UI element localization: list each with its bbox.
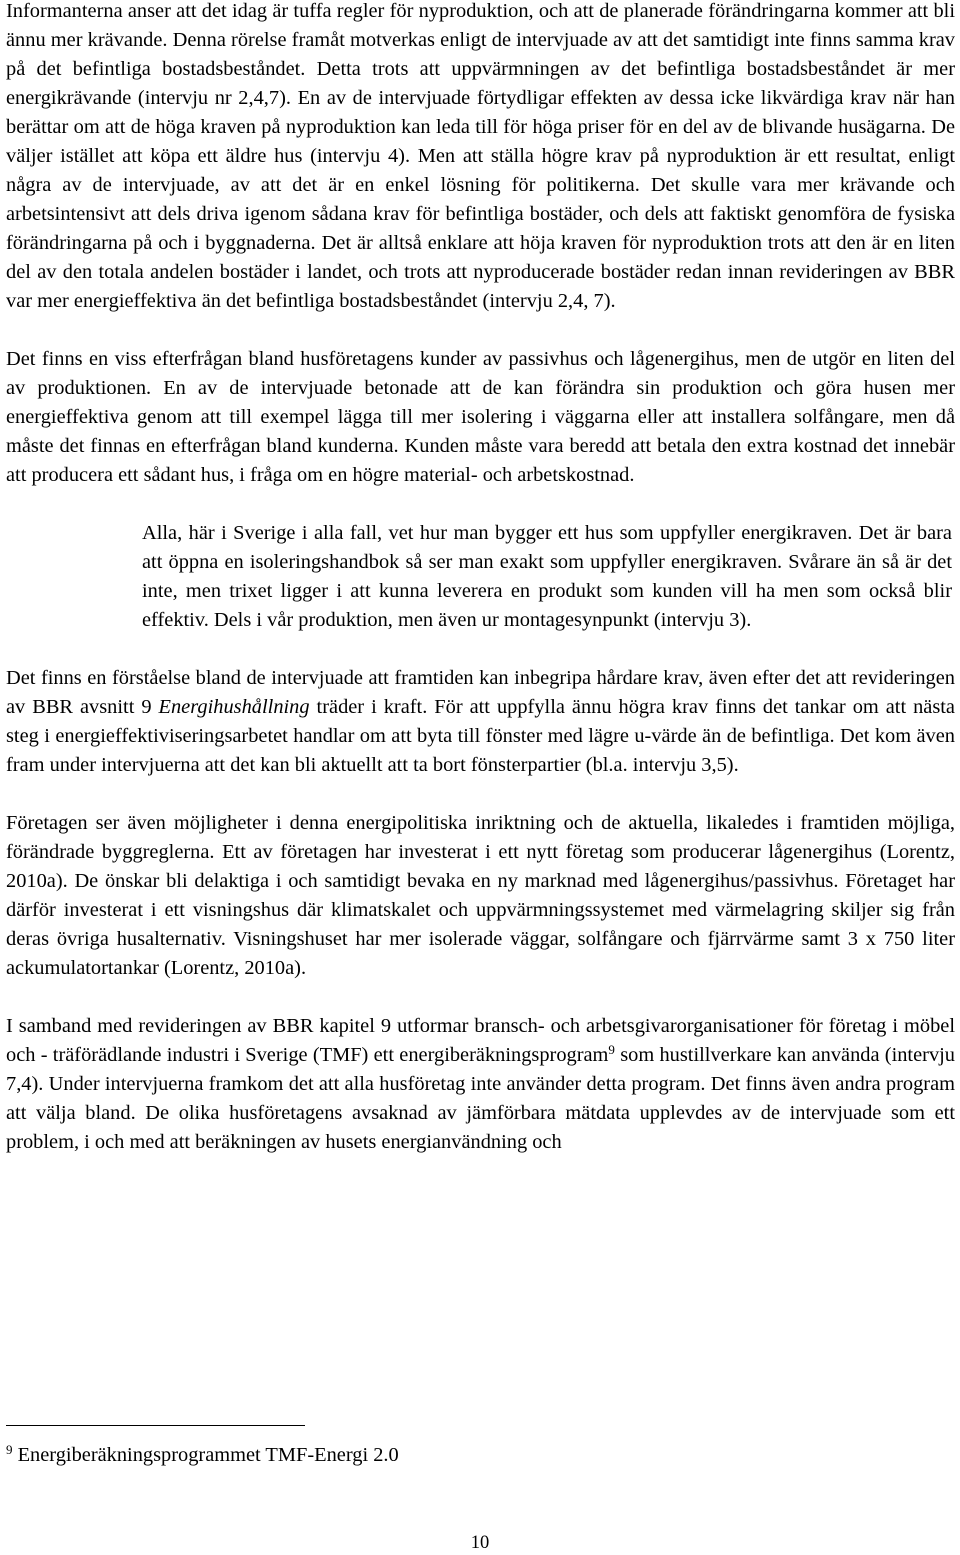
paragraph-future-requirements (6, 664, 955, 780)
paragraph-text: träder i kraft. För att uppfylla ännu högra krav finns det tankar om att nästa steg i energieffektiviseringsarbetet handlar om att byta till fönster med lägre u-värde än de befintliga. Det kom även fram under intervjuerna att det kan bli aktuellt att ta bort fönsterpartier (bl.a. intervju 3,5). (6, 696, 955, 776)
footnote-separator (6, 1425, 305, 1426)
page-number: 10 (470, 1533, 490, 1553)
italic-section-title: Energihushållning (158, 696, 310, 718)
paragraph-text: som hustillverkare kan använda (intervju 7,4). Under intervjuerna framkom det att alla husföretag inte använder detta program. Det finns även andra program att välja bland. De olika husföretagens avsaknad av jämförbara mätdata upplevdes av de intervjuade som ett problem, i och med att beräkningen av husets energianvändning och (6, 1044, 955, 1153)
paragraph-calculation-program (6, 1012, 955, 1157)
block-quote-interview-3: Alla, här i Sverige i alla fall, vet hur man bygger ett hus som uppfyller energikraven. Det är bara att öppna en isoleringshandbok så ser man exakt som uppfyller energikraven. Svårare än så är det inte, men trixet ligger i att kunna leverera en produkt som kunden vill ha men som också blir effektiv. Dels i vår produktion, men även ur montagesynpunkt (intervju 3). (142, 522, 952, 631)
footnote-reference: 9 (608, 1042, 615, 1057)
footnote-number: 9 (6, 1442, 13, 1457)
document-body (6, 0, 955, 1157)
footnote-text: Energiberäkningsprogrammet TMF-Energi 2.0 (12, 1444, 399, 1466)
paragraph-energy-requirements: Informanterna anser att det idag är tuffa regler för nyproduktion, och att de planerade förändringarna kommer att bli ännu mer krävande. Denna rörelse framåt motverkas enligt de intervjuade av att det samtidigt inte finns samma krav på det befintliga bostadsbeståndet. Detta trots att uppvärmningen av det befintliga bostadsbeståndet är mer energikrävande (intervju nr 2,4,7). En av de intervjuade förtydligar effekten av dessa icke likvärdiga krav när han berättar om att de höga kraven på nyproduktion kan leda till för höga priser för en del av de blivande husägarna. De väljer istället att köpa ett äldre hus (intervju 4). Men att ställa högre krav på nyproduktion är ett resultat, enligt några av de intervjuade, av att det är en enkel lösning för politikerna. Det skulle vara mer krävande och arbetsintensivt att dels driva igenom sådana krav för befintliga bostäder, och dels att faktiskt genomföra de fysiska förändringarna på och i byggnaderna. Det är alltså enklare att höja kraven för nyproduktion trots att den är en liten del av den totala andelen bostäder i landet, och trots att nyproducerade bostäder redan innan revideringen av BBR var mer energieffektiva än det befintliga bostadsbeståndet (intervju 2,4, 7). (6, 0, 955, 312)
footnote (6, 1441, 399, 1470)
paragraph-text: Det finns en förståelse bland de intervjuade att framtiden kan inbegripa hårdare krav, även efter det att revideringen av BBR avsnitt 9 (6, 667, 955, 718)
paragraph-customer-demand: Det finns en viss efterfrågan bland husföretagens kunder av passivhus och lågenergihus, men de utgör en liten del av produktionen. En av de intervjuade betonade att de kan förändra sin produktion och göra husen mer energieffektiva genom att till exempel lägga till mer isolering i väggarna eller att installera solfångare, men då måste det finnas en efterfrågan bland kunderna. Kunden måste vara beredd att betala den extra kostnad det innebär att producera ett sådant hus, i fråga om en högre material- och arbetskostnad. (6, 348, 955, 486)
paragraph-opportunities: Företagen ser även möjligheter i denna energipolitiska inriktning och de aktuella, likaledes i framtiden möjliga, förändrade byggreglerna. Ett av företagen har investerat i ett nytt företag som producerar lågenergihus (Lorentz, 2010a). De önskar bli delaktiga i och samtidigt bevaka en ny marknad med lågenergihus/passivhus. Företaget har därför investerat i ett visningshus där klimatskalet och uppvärmningssystemet med värmelagring skiljer sig från deras övriga husalternativ. Visningshuset har mer isolerade väggar, solfångare och fjärrvärme samt 3 x 750 liter ackumulatortankar (Lorentz, 2010a). (6, 812, 955, 979)
paragraph-text: I samband med revideringen av BBR kapitel 9 utformar bransch- och arbetsgivarorganisationer för företag i möbel och - träförädlande industri i Sverige (TMF) ett energiberäkningsprogram (6, 1015, 955, 1066)
